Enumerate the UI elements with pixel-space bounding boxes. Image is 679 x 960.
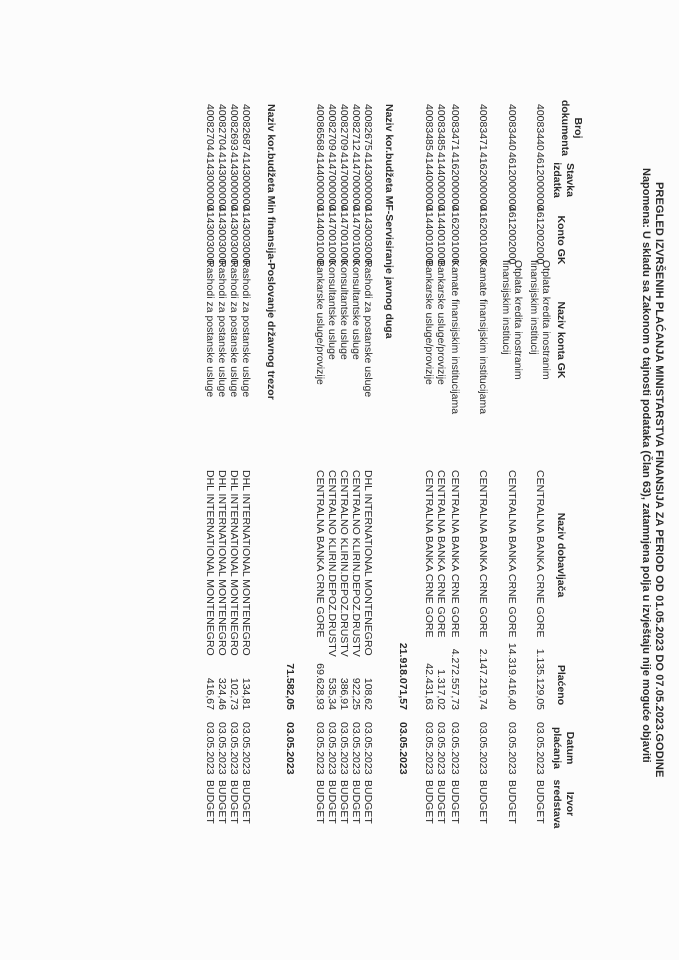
header-izvor-sredstava: Izvor sredstava [551, 779, 576, 829]
rotated-document-page: PREGLED IZVRŠENIH PLAĆANJA MINISTARSTVA FINANSIJA ZA PERIOD OD 01.05.2023 DO 07.05.2023.GODINE Napomena: U skladu sa Zakonom o tajnosti podataka (Član 63), zatamnjena polja u izvještaju nije moguće objaviti Broj dokumenta Stavka izdatka Konto GK Naziv konta GK Naziv dobavljača Plaćeno Datum plaćanja Izvor sredstava 40083440 4612000000 4612002000 Otplata kredita inostranim finansijskim institucij CENTRALNA BANKA CRNE GORE 1.135.129,05 03.05.2023 BUDGET 40083440 4612000000 4612002000 Otplata kredita inostranim finansijskim institucij CENTRALNA BANKA CRNE GORE 14.319.416,40 03.05.2023 BUDGET 40083471 4162000000 4162001000 Kamate finansijskim institucijama CENTRALNA BANKA CRNE GORE 2.147.219,74 03.05.2023 BUDGET 40083471 4162000000 4162001000 Kamate finansijskim institucijama CENTRALNA BANKA CRNE GORE 4.272.557,73 03.05.2023 BUDGET 40083485 4144000000 4144001000 Bankarske usluge/provizije CENTRALNA BANKA CRNE GORE 1.317,02 03.05.2023 BUDGET 40083485 4144000000 4144001000 Bankarske usluge/provizije CENTRALNA BANKA CRNE GORE 42.431,63 03.05.2023 BUDGET 21.918.071,57 03.05.2023 Naziv kor.budžeta MF-Servisiranje javnog duga 40082675 4143000000 4143003000 Rashodi za postanske usluge DHL INTERNATIONAL MONTENEGRO 108,62 03.05.2023 BUDGET 40082712 4147000000 4147001000 Konsultantske usluge CENTRALNO KLIRIN.DEPOZ.DRUSTV 922,25 03.05.2023 BUDGET 40082709 4147000000 4147001000 Konsultantske usluge CENTRALNO KLIRIN.DEPOZ.DRUSTV 386,91 03.05.2023 BUDGET 40082709 4147000000 4147001000 Konsultantske usluge CENTRALNO KLIRIN.DEPOZ.DRUSTV 535,34 03.05.2023 BUDGET 40086568 4144000000 4144001000 Bankarske usluge/provizije CENTRALNA BANKA CRNE GORE 69.628,93 03.05.2023 BUDGET 71.582,05 03.05.2023 Naziv kor.budžeta Min finansija-Poslovanje državnog trezor 40082687 4143000000 4143003000 Rashodi za postanske usluge DHL INTERNATIONAL MONTENEGRO 134,81 03.05.2023 BUDGET 40082693 4143000000 4143003000 Rashodi za postanske usluge DHL INTERNATIONAL MONTENEGRO 102,73 03.05.2023 BUDGET 40082704 4143000000 4143003000 Rashodi za postanske usluge DHL INTERNATIONAL MONTENEGRO 324,46 03.05.2023 BUDGET 40082704 4143000000 4143003000 Rashodi za postanske usluge DHL INTERNATIONAL MONTENEGRO 416,67 03.05.2023 BUDGET [0, 0, 679, 960]
header-naziv-konta-gk: Naziv konta GK [555, 301, 567, 379]
section-total: 71.582,05 03.05.2023 [284, 663, 296, 775]
section-heading: Naziv kor.budžeta Min finansija-Poslovanje državnog trezor [265, 104, 277, 400]
header-konto-gk: Konto GK [555, 215, 567, 265]
header-datum-placanja: Datum plaćanja [551, 726, 576, 770]
header-placeno: Plaćeno [555, 664, 567, 706]
header-broj-dokumenta: Broj dokumenta [559, 99, 584, 156]
section-total: 21.918.071,57 03.05.2023 [397, 642, 409, 775]
section-heading: Naziv kor.budžeta MF-Servisiranje javnog duga [383, 104, 395, 339]
header-stavka-izdatka: Stavka izdatka [551, 162, 576, 198]
header-naziv-dobavljaca: Naziv dobavljača [555, 512, 567, 598]
document-note: Napomena: U skladu sa Zakonom o tajnosti podataka (Član 63), zatamnjena polja u izvještaju nije moguće objaviti [640, 168, 652, 763]
document-title: PREGLED IZVRŠENIH PLAĆANJA MINISTARSTVA FINANSIJA ZA PERIOD OD 01.05.2023 DO 07.05.2023.GODINE [653, 182, 665, 778]
